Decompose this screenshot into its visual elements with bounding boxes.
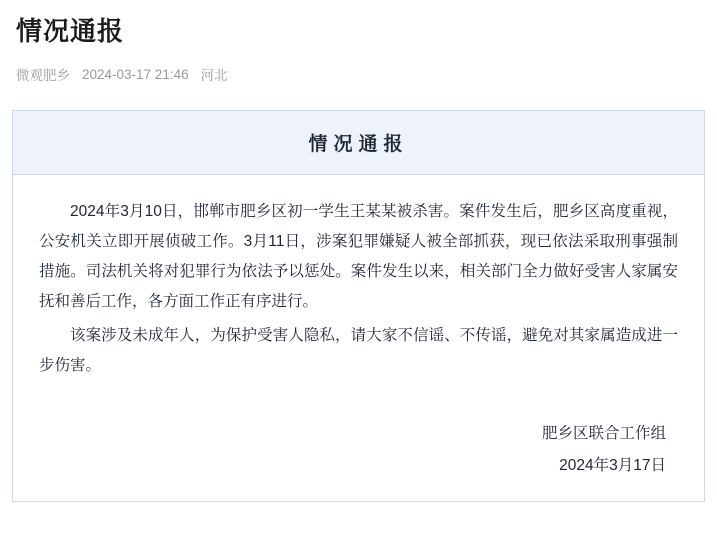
article-meta (16, 64, 705, 84)
notice-signature (39, 419, 678, 481)
notice-card (12, 110, 705, 502)
page-title: 情况通报 (16, 16, 125, 46)
notice-body (13, 175, 704, 501)
notice-paragraph-2: 该案涉及未成年人，为保护受害人隐私，请大家不信谣、不传谣，避免对其家属造成进一步伤害。 (39, 327, 678, 374)
notice-header (13, 111, 704, 175)
notice-paragraph-1: 2024年3月10日，邯郸市肥乡区初一学生王某某被杀害。案件发生后，肥乡区高度重视，公安机关立即开展侦破工作。3月11日，涉案犯罪嫌疑人被全部抓获，现已依法采取刑事强制措施。司法机关将对犯罪行为依法予以惩处。案件发生以来，相关部门全力做好受害人家属安抚和善后工作，各方面工作正有序进行。 (39, 203, 678, 310)
article-page (0, 14, 717, 537)
meta-source[interactable]: 微观肥乡 (16, 68, 70, 83)
signature-date: 2024年3月17日 (559, 457, 666, 474)
notice-header-title: 情况通报 (308, 134, 409, 155)
meta-location: 河北 (200, 68, 228, 83)
signature-organization: 肥乡区联合工作组 (541, 425, 666, 442)
meta-timestamp: 2024-03-17 21:46 (82, 66, 189, 82)
